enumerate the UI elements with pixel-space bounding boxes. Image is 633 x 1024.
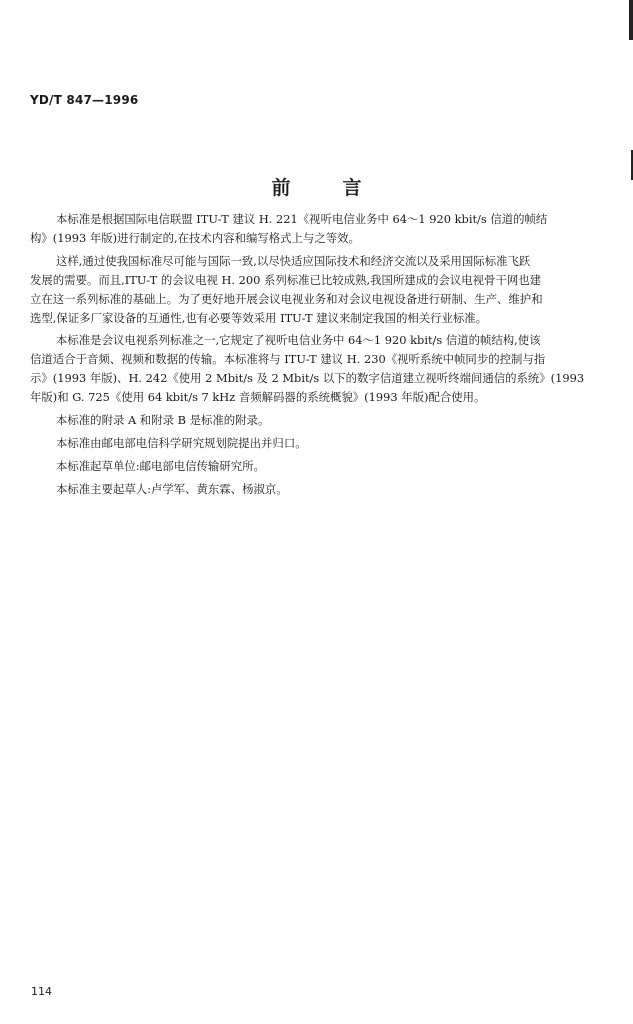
text-line: 本标准由邮电部电信科学研究规划院提出并归口。: [56, 435, 307, 450]
paragraph: [30, 331, 633, 407]
text-line: 信道适合于音频、视频和数据的传输。本标准将与 ITU-T 建议 H. 230《视听系统中帧同步的控制与指: [30, 352, 546, 367]
foreword-body: [30, 210, 633, 503]
text-line: 本标准是根据国际电信联盟 ITU-T 建议 H. 221《视听电信业务中 64～1 920 kbit/s 信道的帧结: [56, 212, 548, 226]
page-title: 前言: [271, 177, 414, 199]
paragraph: [30, 411, 633, 430]
text-line: 示》(1993 年版)、H. 242《使用 2 Mbit/s 及 2 Mbit/s 以下的数字信道建立视听终端间通信的系统》(1993: [30, 371, 585, 386]
text-line: 年版)和 G. 725《使用 64 kbit/s 7 kHz 音频解码器的系统概貌》(1993 年版)配合使用。: [30, 390, 486, 405]
text-line: 发展的需要。而且,ITU-T 的会议电视 H. 200 系列标准已比较成熟,我国所建成的会议电视骨干网也建: [30, 272, 542, 287]
text-line: 立在这一系列标准的基础上。为了更好地开展会议电视业务和对会议电视设备进行研制、生产、维护和: [30, 291, 543, 306]
scan-edge-mark: [629, 0, 633, 40]
text-line: 构》(1993 年版)进行制定的,在技术内容和编写格式上与之等效。: [30, 230, 360, 245]
paragraph: [30, 210, 633, 248]
text-line: 本标准起草单位:邮电部电信传输研究所。: [56, 458, 265, 473]
text-line: 这样,通过使我国标准尽可能与国际一致,以尽快适应国际技术和经济交流以及采用国际标准飞跃: [56, 253, 531, 268]
text-line: 本标准是会议电视系列标准之一,它规定了视听电信业务中 64～1 920 kbit/s 信道的帧结构,使该: [56, 333, 541, 348]
text-line: 本标准主要起草人:卢学军、黄东霖、杨淑京。: [56, 481, 288, 496]
page-number: 114: [31, 985, 52, 998]
paragraph: [30, 480, 633, 499]
text-line: 选型,保证多厂家设备的互通性,也有必要等效采用 ITU-T 建议来制定我国的相关行业标准。: [30, 310, 488, 325]
paragraph: [30, 457, 633, 476]
document-code: YD/T 847—1996: [30, 93, 139, 107]
paragraph: [30, 434, 633, 453]
paragraph: [30, 252, 633, 328]
text-line: 本标准的附录 A 和附录 B 是标准的附录。: [56, 413, 270, 428]
